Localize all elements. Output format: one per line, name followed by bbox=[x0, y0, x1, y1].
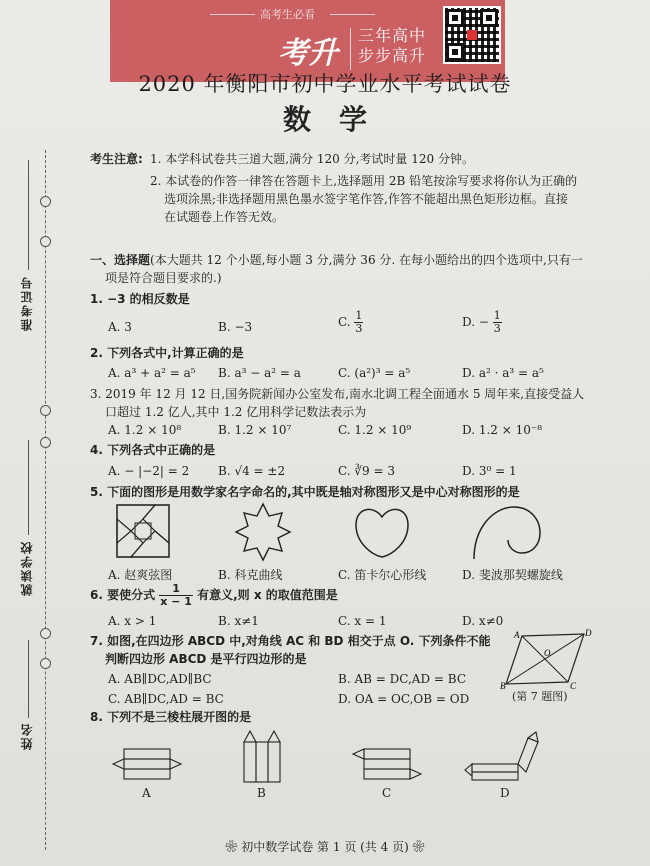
notice-line: 在试题卷上作答无效。 bbox=[164, 210, 285, 224]
option-a: A. x > 1 bbox=[108, 614, 157, 628]
margin-label-school: 就读学校 bbox=[20, 540, 34, 596]
margin-label-name: 姓名 bbox=[20, 722, 34, 750]
banner-logo: 考升 bbox=[278, 36, 338, 71]
option-d: D. x≠0 bbox=[462, 614, 504, 628]
question-stem: 口超过 1.2 亿人,其中 1.2 亿用科学记数法表示为 bbox=[105, 405, 367, 419]
question-stem: 4. 下列各式中正确的是 bbox=[90, 443, 216, 457]
notice-label: 考生注意: bbox=[90, 152, 143, 166]
section-heading-line bbox=[90, 251, 583, 269]
binding-line bbox=[45, 150, 46, 850]
option-d: D. 斐波那契螺旋线 bbox=[462, 568, 563, 582]
option-c: C. ∛9 = 3 bbox=[338, 464, 395, 478]
option-b: B. −3 bbox=[218, 320, 253, 334]
question-stem bbox=[90, 583, 338, 608]
option-a: A. AB∥DC,AD∥BC bbox=[108, 672, 212, 686]
option-b: B. √4 = ±2 bbox=[218, 464, 286, 478]
figure-label: D bbox=[500, 786, 510, 800]
prism-net-c bbox=[350, 745, 422, 785]
binding-hole bbox=[40, 658, 51, 669]
option-b: B. 科克曲线 bbox=[218, 568, 283, 582]
option-a: A. 1.2 × 10⁸ bbox=[108, 423, 182, 437]
question-stem: 8. 下列不是三棱柱展开图的是 bbox=[90, 710, 252, 724]
koch-curve bbox=[232, 501, 294, 563]
zhao-shuang-diagram bbox=[115, 503, 171, 559]
option-d: D. 1.2 × 10⁻⁸ bbox=[462, 423, 543, 437]
notice-line: 2. 本试卷的作答一律答在答题卡上,选择题用 2B 铅笔按涂写要求将你认为正确的 bbox=[150, 174, 578, 188]
qr-code-icon bbox=[443, 6, 501, 64]
banner-divider bbox=[210, 14, 255, 15]
option-prefix: D. − bbox=[462, 315, 489, 329]
notice-line: 选项涂黑;非选择题用黑色墨水签字笔作答,作答不能超出黑色矩形边框。直接 bbox=[164, 192, 568, 206]
fraction bbox=[354, 310, 363, 335]
numerator: 1 bbox=[159, 583, 193, 596]
parallelogram-figure bbox=[500, 626, 590, 690]
point-label: O bbox=[544, 648, 551, 658]
option-b: B. a³ − a² = a bbox=[218, 366, 301, 380]
banner-slogan bbox=[358, 26, 426, 66]
stem-part: 6. 要使分式 bbox=[90, 588, 156, 602]
point-label: B bbox=[500, 681, 506, 691]
question-stem: 2. 下列各式中,计算正确的是 bbox=[90, 346, 244, 360]
option-d: D. a² · a³ = a⁵ bbox=[462, 366, 544, 380]
point-label: D bbox=[585, 628, 592, 638]
section-intro: 项是符合题目要求的.) bbox=[105, 271, 222, 285]
denominator: x − 1 bbox=[160, 595, 192, 608]
prism-net-d bbox=[462, 730, 546, 786]
banner-tag: 高考生必看 bbox=[260, 8, 315, 21]
subject-title: 数学 bbox=[282, 103, 395, 136]
point-label: C bbox=[570, 681, 577, 691]
margin-label-exam-id: 准考证号 bbox=[20, 275, 34, 331]
question-stem: 7. 如图,在四边形 ABCD 中,对角线 AC 和 BD 相交于点 O. 下列条件不能 bbox=[90, 634, 491, 648]
banner-slogan-line: 步步高升 bbox=[358, 46, 427, 65]
binding-hole bbox=[40, 437, 51, 448]
numerator: 1 bbox=[493, 309, 501, 322]
option-c: C. 1.2 × 10⁹ bbox=[338, 423, 412, 437]
option-prefix: C. bbox=[338, 315, 351, 329]
question-stem: 判断四边形 ABCD 是平行四边形的是 bbox=[105, 652, 307, 666]
banner-separator bbox=[350, 28, 351, 70]
margin-underline bbox=[28, 640, 29, 718]
denominator: 3 bbox=[493, 322, 501, 335]
option-b: B. x≠1 bbox=[218, 614, 259, 628]
qr-finder bbox=[446, 9, 464, 27]
option-b: B. AB = DC,AD = BC bbox=[338, 672, 466, 686]
option-c: C. (a²)³ = a⁵ bbox=[338, 366, 411, 380]
qr-finder bbox=[480, 9, 498, 27]
margin-underline bbox=[28, 160, 29, 270]
option-c: C. AB∥DC,AD = BC bbox=[108, 692, 224, 706]
page-footer: ❀ 初中数学试卷 第 1 页 (共 4 页) ❀ bbox=[225, 840, 425, 854]
figure-caption: (第 7 题图) bbox=[512, 690, 568, 703]
fraction bbox=[159, 583, 193, 608]
binding-hole bbox=[40, 628, 51, 639]
point-label: A bbox=[514, 630, 520, 640]
figure-label: C bbox=[382, 786, 392, 800]
qr-center-mark bbox=[467, 30, 477, 40]
question-stem: 5. 下面的图形是用数学家名字命名的,其中既是轴对称图形又是中心对称图形的是 bbox=[90, 485, 520, 499]
stem-part: 有意义,则 x 的取值范围是 bbox=[197, 588, 338, 602]
denominator: 3 bbox=[355, 322, 363, 335]
prism-net-a bbox=[110, 745, 182, 785]
fibonacci-spiral bbox=[470, 503, 542, 561]
option-a: A. a³ + a² = a⁵ bbox=[108, 366, 196, 380]
question-stem: 1. −3 的相反数是 bbox=[90, 292, 190, 306]
notice-line: 1. 本学科试卷共三道大题,满分 120 分,考试时量 120 分钟。 bbox=[150, 152, 474, 166]
option-d bbox=[462, 310, 502, 335]
banner-slogan-line: 三年高中 bbox=[358, 26, 427, 45]
option-c: C. x = 1 bbox=[338, 614, 387, 628]
fraction bbox=[493, 310, 502, 335]
binding-hole bbox=[40, 196, 51, 207]
figure-label: B bbox=[257, 786, 266, 800]
prism-net-b bbox=[240, 728, 284, 784]
option-c: C. 笛卡尔心形线 bbox=[338, 568, 427, 582]
binding-hole bbox=[40, 236, 51, 247]
question-stem: 3. 2019 年 12 月 12 日,国务院新闻办公室发布,南水北调工程全面通水 5 周年来,直接受益人 bbox=[90, 387, 585, 401]
option-d: D. OA = OC,OB = OD bbox=[338, 692, 470, 706]
banner-divider bbox=[330, 14, 375, 15]
figure-label: A bbox=[142, 786, 151, 800]
page-title: 2020 年衡阳市初中学业水平考试试卷 bbox=[138, 72, 512, 96]
section-intro: (本大题共 12 个小题,每小题 3 分,满分 36 分. 在每小题给出的四个选项中,只有一 bbox=[150, 253, 583, 267]
option-c bbox=[338, 310, 363, 335]
binding-hole bbox=[40, 405, 51, 416]
numerator: 1 bbox=[355, 309, 363, 322]
qr-finder bbox=[446, 43, 464, 61]
section-heading: 一、选择题 bbox=[90, 253, 151, 267]
margin-underline bbox=[28, 440, 29, 535]
option-b: B. 1.2 × 10⁷ bbox=[218, 423, 292, 437]
cardioid bbox=[352, 503, 412, 559]
option-d: D. 3⁰ = 1 bbox=[462, 464, 517, 478]
option-a: A. 3 bbox=[108, 320, 132, 334]
option-a: A. − |−2| = 2 bbox=[108, 464, 190, 478]
option-a: A. 赵爽弦图 bbox=[108, 568, 173, 582]
